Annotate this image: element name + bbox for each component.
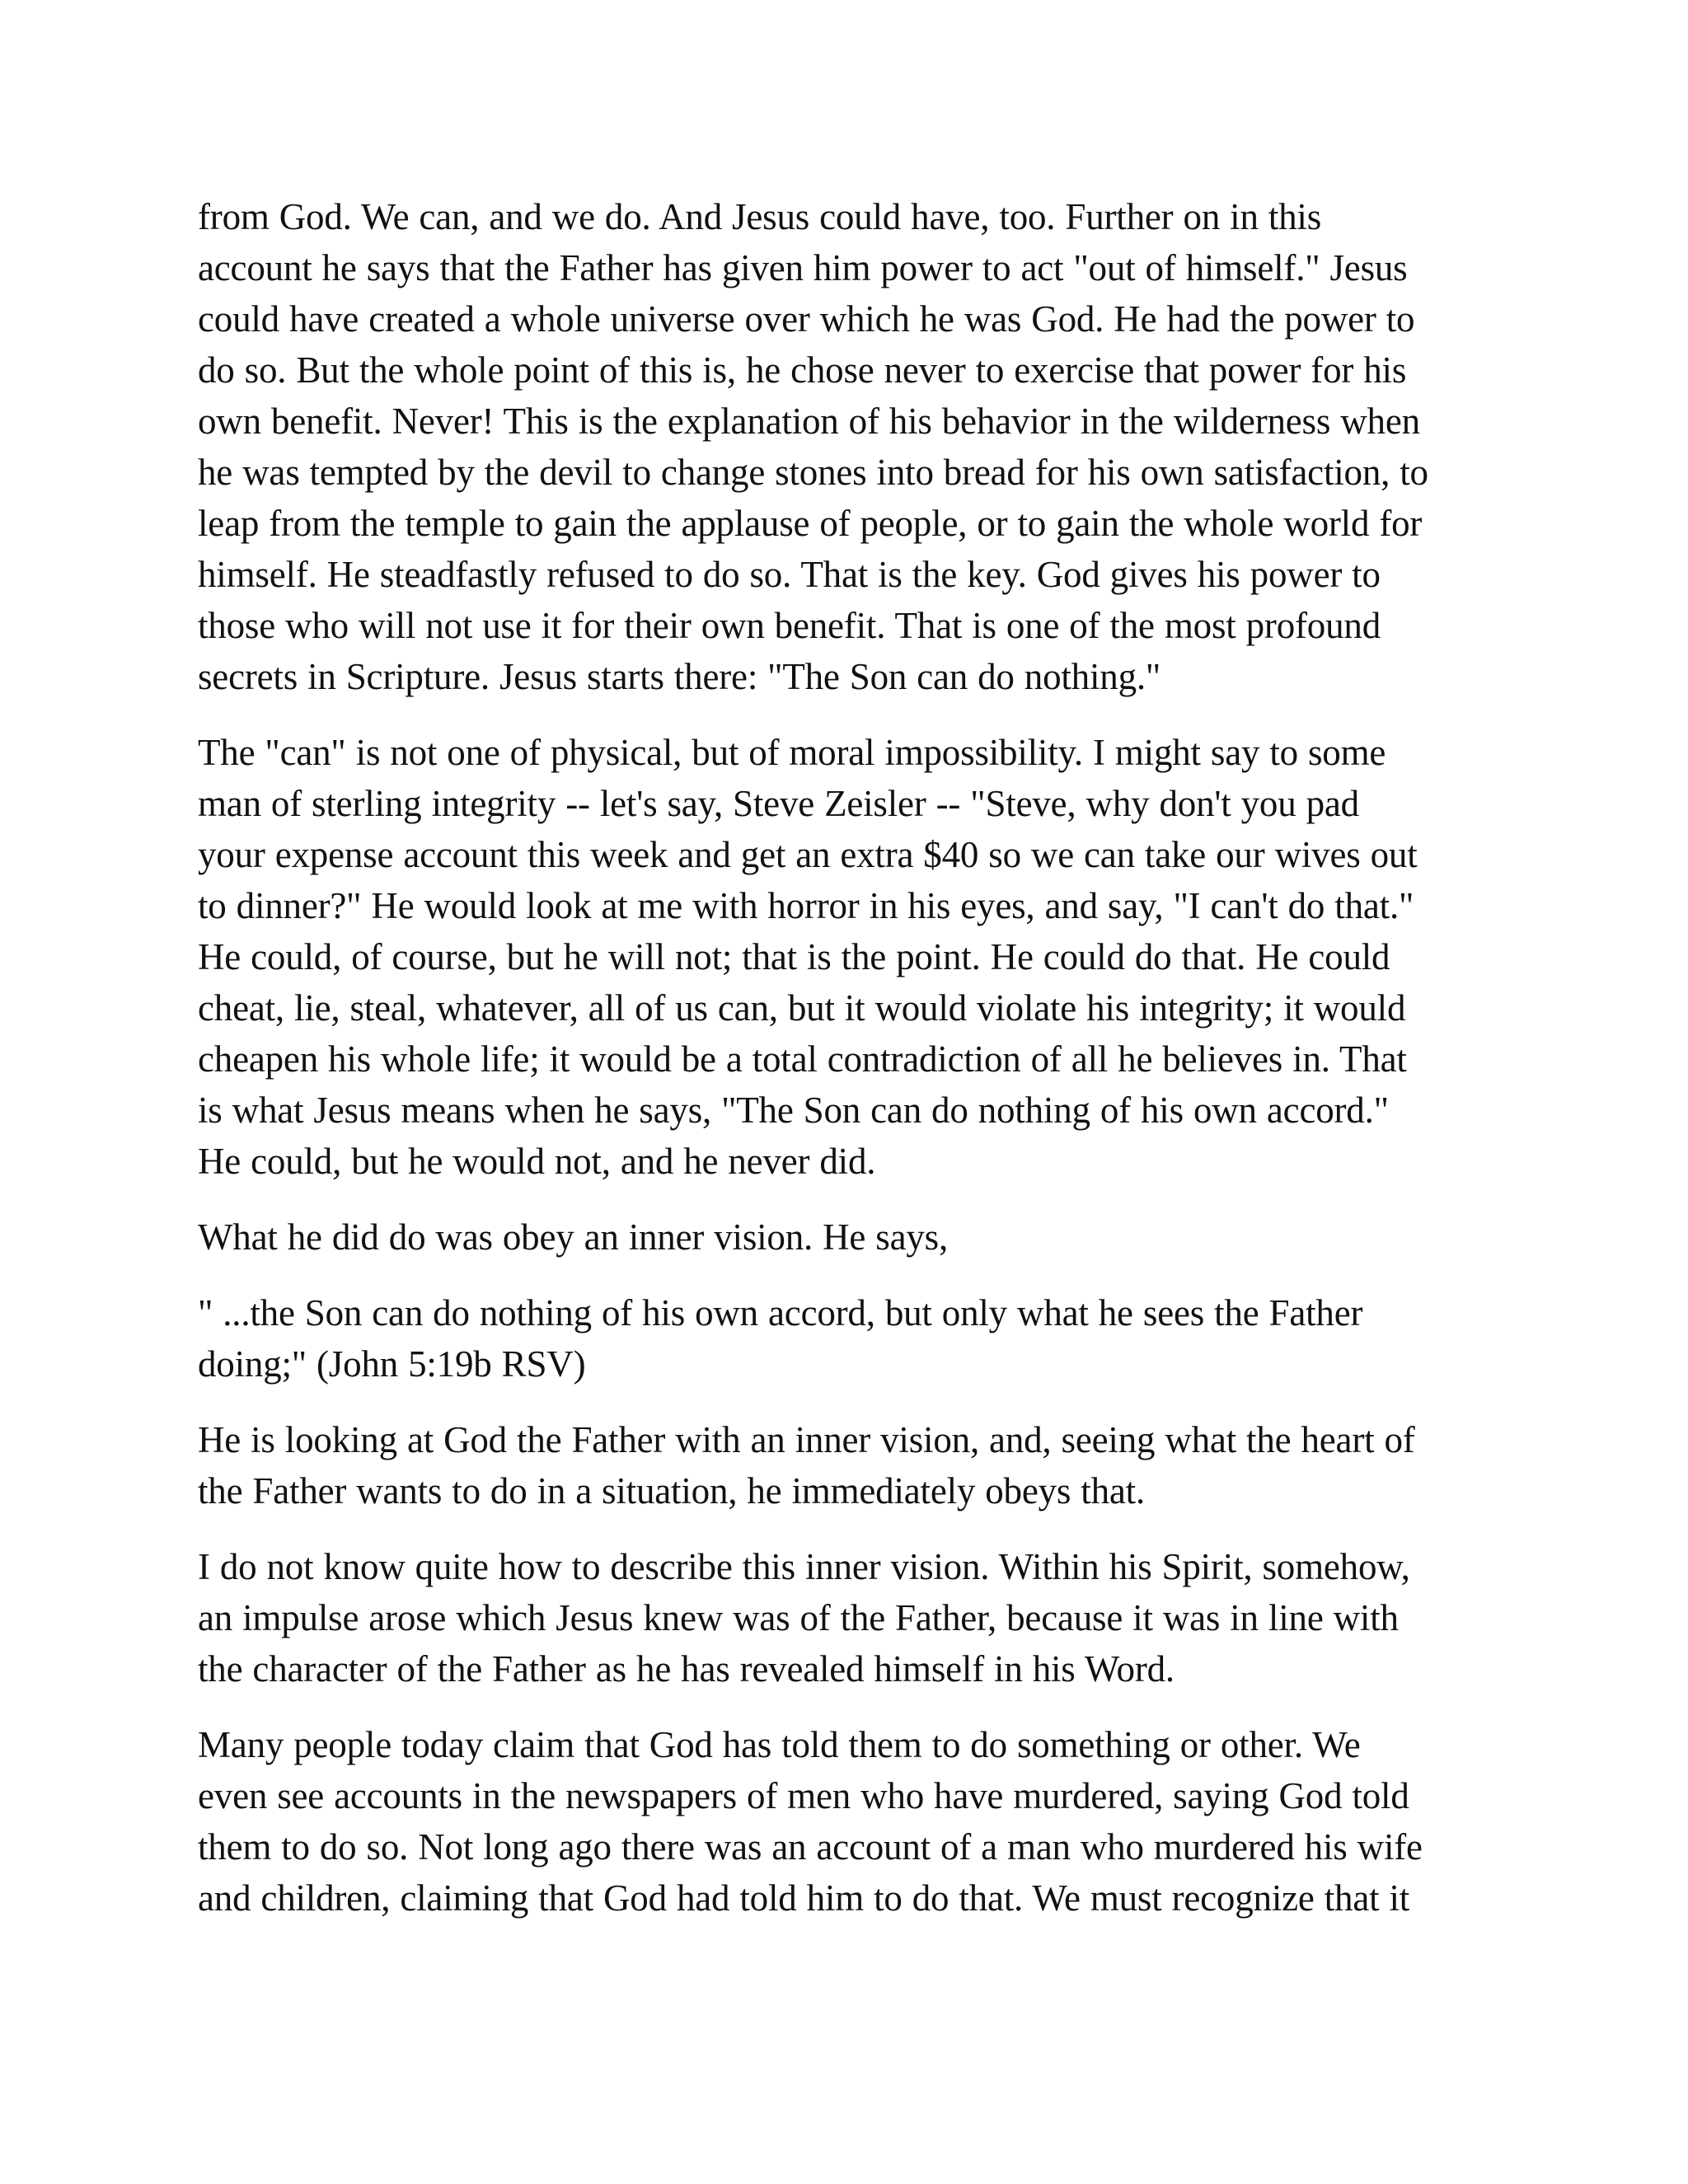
text-line: He is looking at God the Father with an inner vision, and, seeing what the heart of [198,1419,1415,1460]
text-line: leap from the temple to gain the applause of people, or to gain the whole world for [198,503,1423,544]
text-line: I do not know quite how to describe this inner vision. Within his Spirit, somehow, [198,1546,1410,1587]
text-line: an impulse arose which Jesus knew was of the Father, because it was in line with [198,1597,1399,1638]
paragraph-5 [198,1414,1517,1516]
text-line: to dinner?" He would look at me with horror in his eyes, and say, "I can't do that." [198,885,1414,926]
text-line: cheapen his whole life; it would be a total contradiction of all he believes in. That [198,1038,1407,1080]
text-line: them to do so. Not long ago there was an account of a man who murdered his wife [198,1826,1423,1868]
paragraph-2 [198,727,1517,1187]
text-line: he was tempted by the devil to change stones into bread for his own satisfaction, to [198,452,1428,493]
text-line: the Father wants to do in a situation, he immediately obeys that. [198,1470,1146,1511]
text-line: from God. We can, and we do. And Jesus could have, too. Further on in this [198,196,1322,237]
text-line: cheat, lie, steal, whatever, all of us can, but it would violate his integrity; it would [198,987,1406,1029]
text-line: The "can" is not one of physical, but of moral impossibility. I might say to some [198,732,1386,773]
text-line: himself. He steadfastly refused to do so. That is the key. God gives his power to [198,554,1381,595]
paragraph-3 [198,1212,1517,1263]
text-line: do so. But the whole point of this is, he chose never to exercise that power for his [198,349,1407,391]
text-line: account he says that the Father has given him power to act "out of himself." Jesus [198,247,1408,288]
text-line: secrets in Scripture. Jesus starts there: "The Son can do nothing." [198,656,1161,697]
paragraph-7 [198,1719,1517,1924]
text-line: could have created a whole universe over which he was God. He had the power to [198,298,1415,340]
text-line: and children, claiming that God had told him to do that. We must recognize that it [198,1877,1410,1919]
text-line: even see accounts in the newspapers of men who have murdered, saying God told [198,1775,1409,1816]
text-line: your expense account this week and get an extra $40 so we can take our wives out [198,834,1418,875]
text-line: the character of the Father as he has revealed himself in his Word. [198,1648,1175,1690]
paragraph-6 [198,1541,1517,1694]
text-line: Many people today claim that God has told them to do something or other. We [198,1724,1361,1765]
body-text [198,191,1517,1948]
text-line: man of sterling integrity -- let's say, Steve Zeisler -- "Steve, why don't you pad [198,783,1359,824]
text-line: those who will not use it for their own benefit. That is one of the most profound [198,605,1381,646]
text-line: He could, of course, but he will not; that is the point. He could do that. He could [198,936,1390,977]
text-line: He could, but he would not, and he never did. [198,1141,876,1182]
text-line: own benefit. Never! This is the explanation of his behavior in the wilderness when [198,401,1420,442]
paragraph-1 [198,191,1517,702]
text-line: is what Jesus means when he says, "The Son can do nothing of his own accord." [198,1090,1389,1131]
scripture-quote [198,1287,1517,1390]
text-line: doing;" (John 5:19b RSV) [198,1343,586,1385]
text-line: What he did do was obey an inner vision. He says, [198,1216,948,1258]
text-line: " ...the Son can do nothing of his own accord, but only what he sees the Father [198,1292,1363,1333]
